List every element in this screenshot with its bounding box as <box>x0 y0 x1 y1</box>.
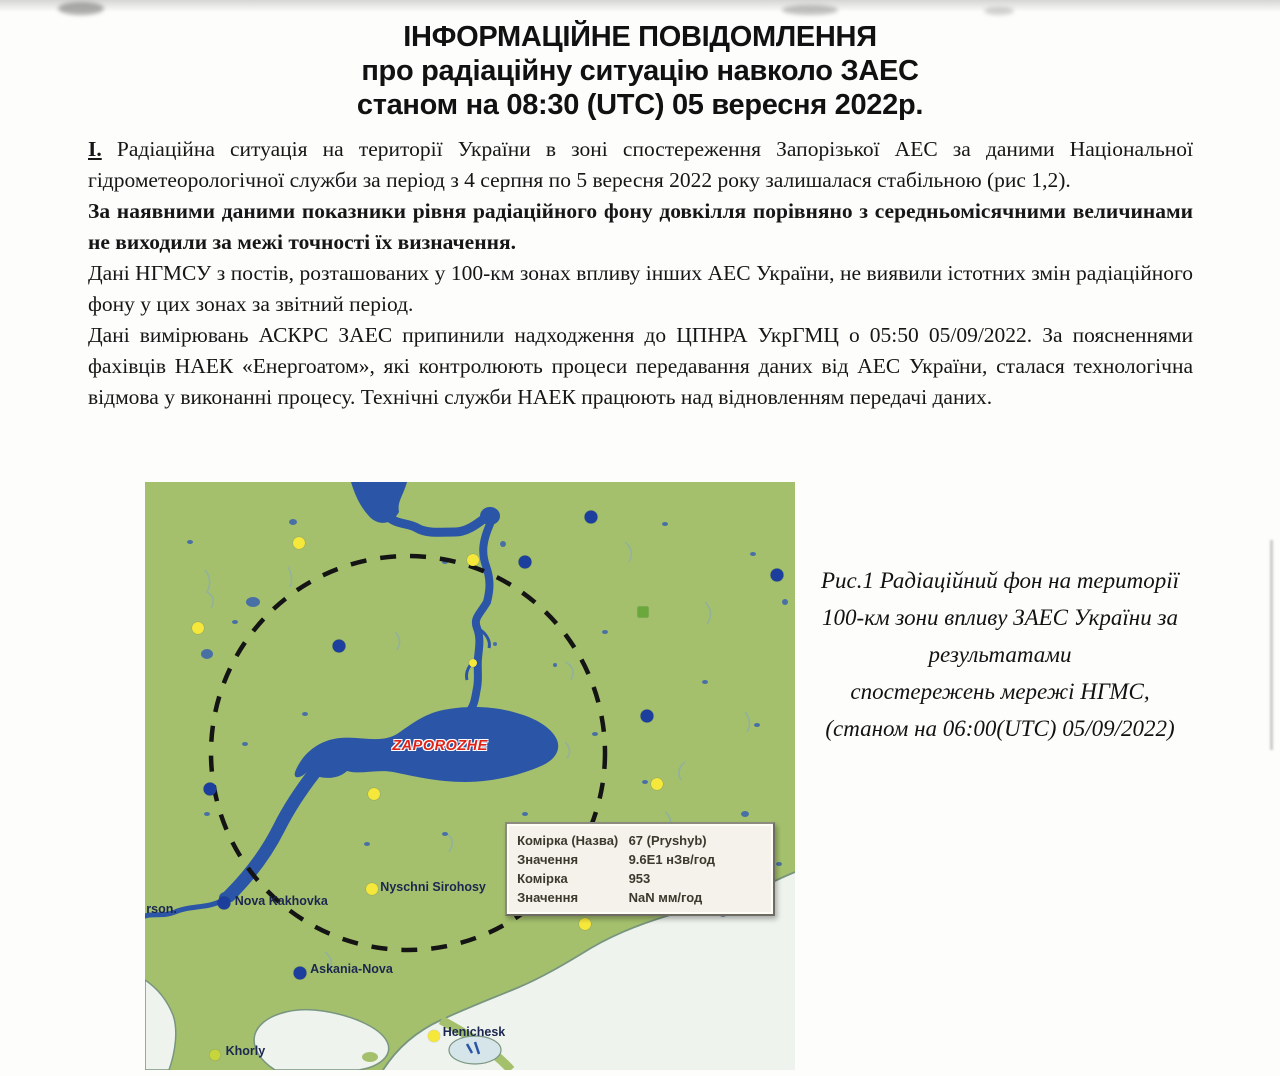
scan-smudge <box>58 2 104 15</box>
info-box-label: Комірка (Назва) <box>517 832 619 848</box>
map-town-label: rson. <box>146 901 177 916</box>
info-box-label: Комірка <box>517 870 568 886</box>
info-box-value: 953 <box>628 870 651 886</box>
figure1-caption-line: Рис.1 Радіаційний фон на території <box>820 568 1180 593</box>
info-box-value: 67 (Pryshyb) <box>628 832 707 848</box>
paragraph-lead: І. <box>88 137 102 161</box>
body-paragraph: Дані НГМСУ з постів, розташованих у 100-км зонах впливу інших АЕС України, не виявили істотних змін радіаційного фону у цих зонах за звітний період. <box>88 261 1193 316</box>
body-paragraph: Дані вимірювань АСКРС ЗАЕС припинили надходження до ЦПНРА УкрГМЦ о 05:50 05/09/2022. За поясненнями фахівців НАЕК «Енергоатом», які контролюють процеси передавання даних від АЕС України, сталася технологічна відмова у виконанні процесу. Технічні служби НАЕК працюють над відновленням передачі даних. <box>88 323 1193 409</box>
map-town-label: Henichesk <box>442 1025 506 1040</box>
document-title-line: станом на 08:30 (UTC) 05 вересня 2022р. <box>356 89 924 121</box>
map-town-label: Nova Kakhovka <box>234 893 328 908</box>
document-title <box>0 20 1280 122</box>
scan-smudge <box>782 5 838 15</box>
info-box-label: Значення <box>517 851 579 867</box>
info-box-value: NaN мм/год <box>628 889 703 905</box>
map-town-label: Khorly <box>225 1044 266 1059</box>
figure1-caption-line: результатами <box>928 642 1072 667</box>
figure1-caption-line: (станом на 06:00(UTC) 05/09/2022) <box>825 716 1175 741</box>
scan-artifact-right <box>1270 540 1273 750</box>
info-box-value: 9.6E1 нЗв/год <box>628 851 716 867</box>
info-box-row <box>517 888 765 907</box>
zaporozhe-label: ZAPOROZHE <box>392 738 488 754</box>
scan-artifact-top <box>0 0 1280 12</box>
info-box-row <box>517 831 765 850</box>
figure1-caption-line: спостережень мережі НГМС, <box>850 679 1150 704</box>
body-paragraph: І. Радіаційна ситуація на території України в зоні спостереження Запорізької АЕС за даними Національної гідрометеорологічної служби за період з 4 серпня по 5 вересня 2022 року залишалася стабільною (рис 1,2). <box>88 137 1193 192</box>
town-labels-layer <box>145 482 795 1070</box>
info-box-row <box>517 850 765 869</box>
body-paragraphs <box>88 134 1193 413</box>
info-box-row <box>517 869 765 888</box>
figure1-caption <box>800 562 1200 747</box>
figure1-caption-line: 100-км зони впливу ЗАЕС України за <box>822 605 1178 630</box>
map-town-label: Nyschni Sirohosy <box>380 879 486 894</box>
document-title-line: про радіаційну ситуацію навколо ЗАЕС <box>361 55 919 87</box>
document-title-line: ІНФОРМАЦІЙНЕ ПОВІДОМЛЕННЯ <box>403 21 877 53</box>
map-info-box <box>505 822 775 916</box>
figure1-map <box>145 482 795 1070</box>
info-box-label: Значення <box>517 889 579 905</box>
body-paragraph: За наявними даними показники рівня радіаційного фону довкілля порівняно з середньомісячними величинами не виходили за межі точності їх визначення. <box>88 199 1193 254</box>
map-town-label: Askania-Nova <box>310 962 393 977</box>
scan-smudge <box>984 7 1014 15</box>
